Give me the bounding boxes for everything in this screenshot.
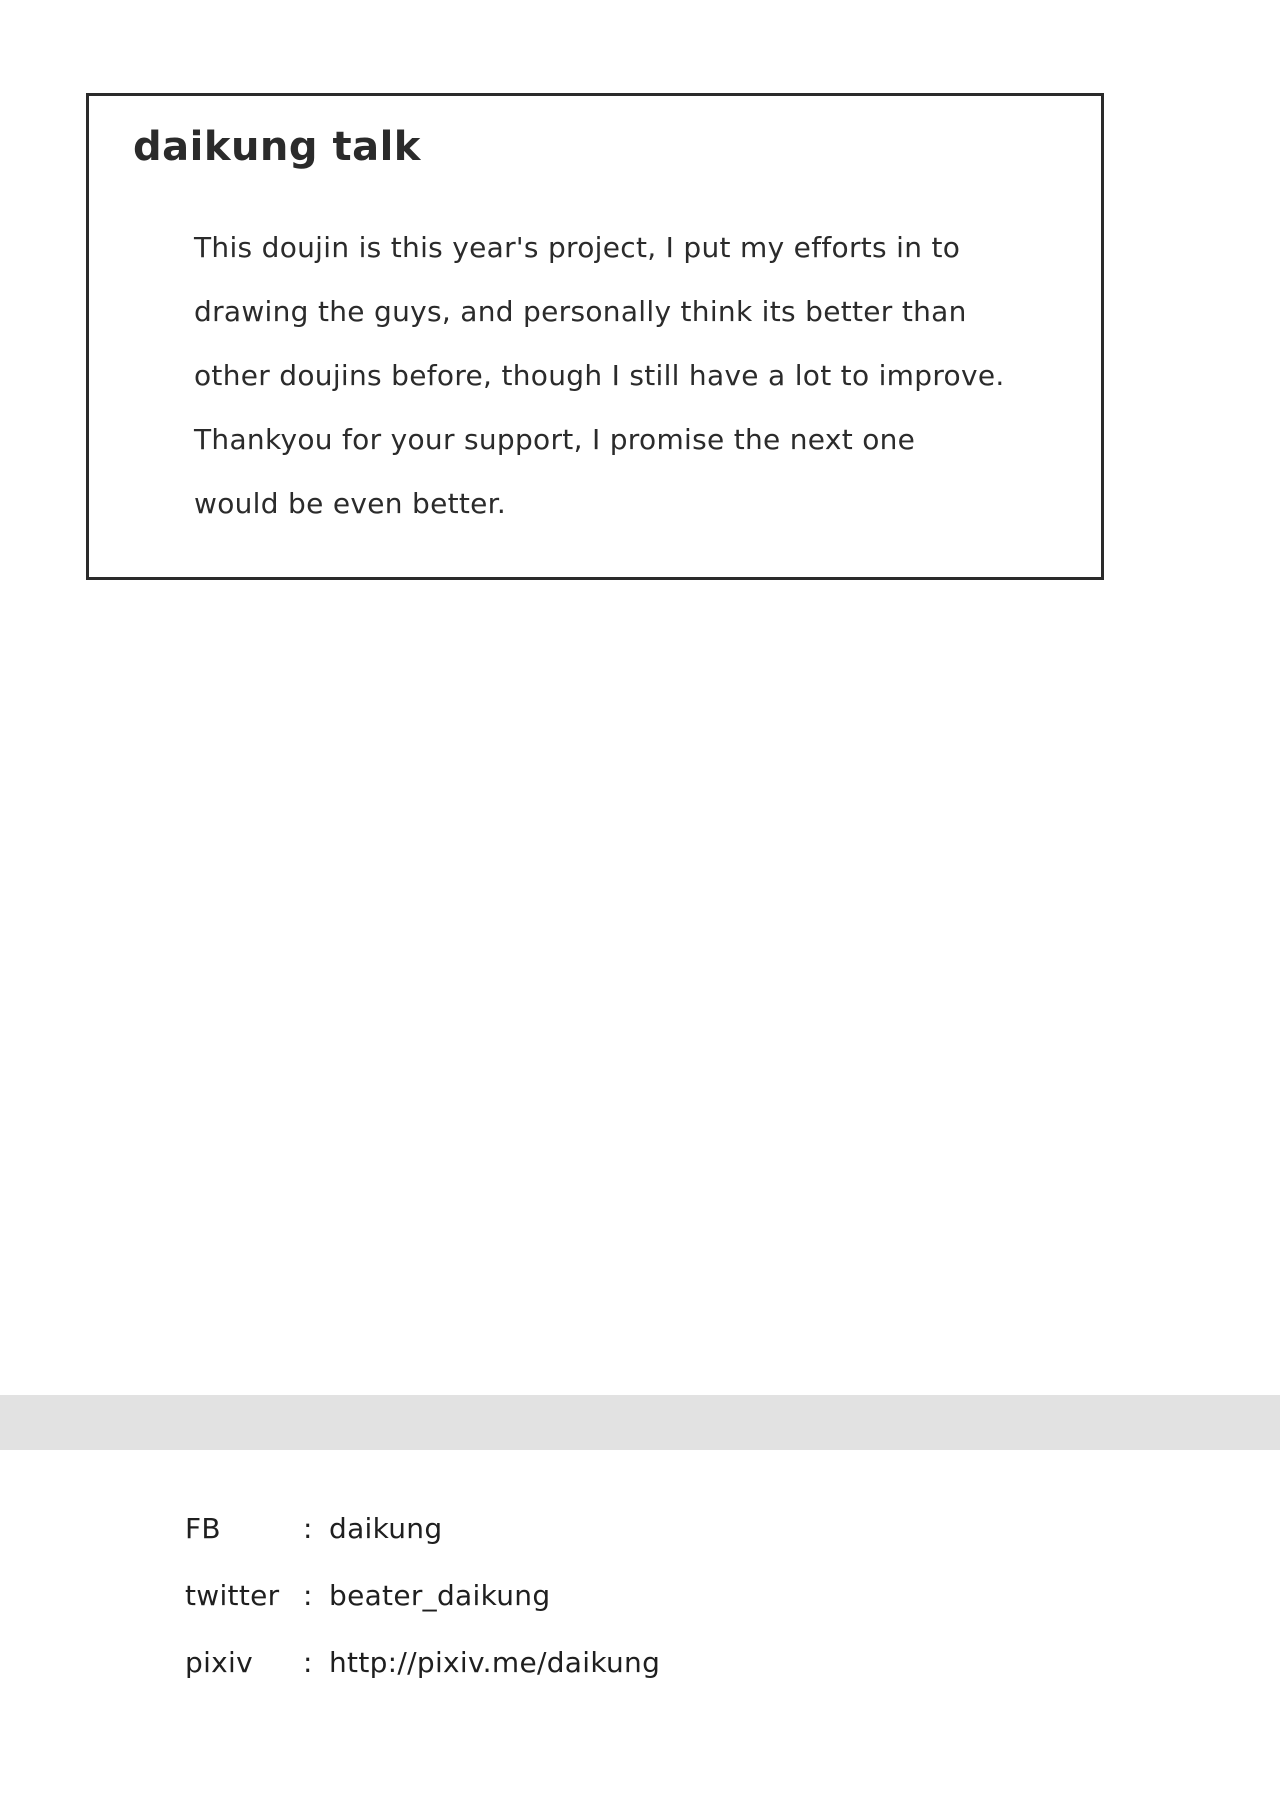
contact-label: twitter [185,1579,280,1612]
talk-line: This doujin is this year's project, I put my efforts in to [194,231,961,264]
contact-separator: : [303,1512,313,1545]
contact-value: beater_daikung [329,1579,551,1612]
talk-box [86,93,1104,580]
contact-label: FB [185,1512,221,1545]
contact-label: pixiv [185,1646,253,1679]
grey-divider-band [0,1395,1280,1450]
contact-separator: : [303,1579,313,1612]
contact-separator: : [303,1646,313,1679]
contact-list [185,1512,885,1713]
talk-body [194,216,1054,536]
contact-row-fb [185,1512,885,1579]
page-title: daikung talk [133,124,421,170]
contact-value: daikung [329,1512,443,1545]
contact-row-twitter [185,1579,885,1646]
talk-line: Thankyou for your support, I promise the next one [194,423,916,456]
contact-link-value[interactable]: http://pixiv.me/daikung [329,1646,661,1679]
talk-line: would be even better. [194,487,507,520]
talk-line: other doujins before, though I still have a lot to improve. [194,359,1005,392]
talk-line: drawing the guys, and personally think its better than [194,295,967,328]
contact-row-pixiv [185,1646,885,1713]
